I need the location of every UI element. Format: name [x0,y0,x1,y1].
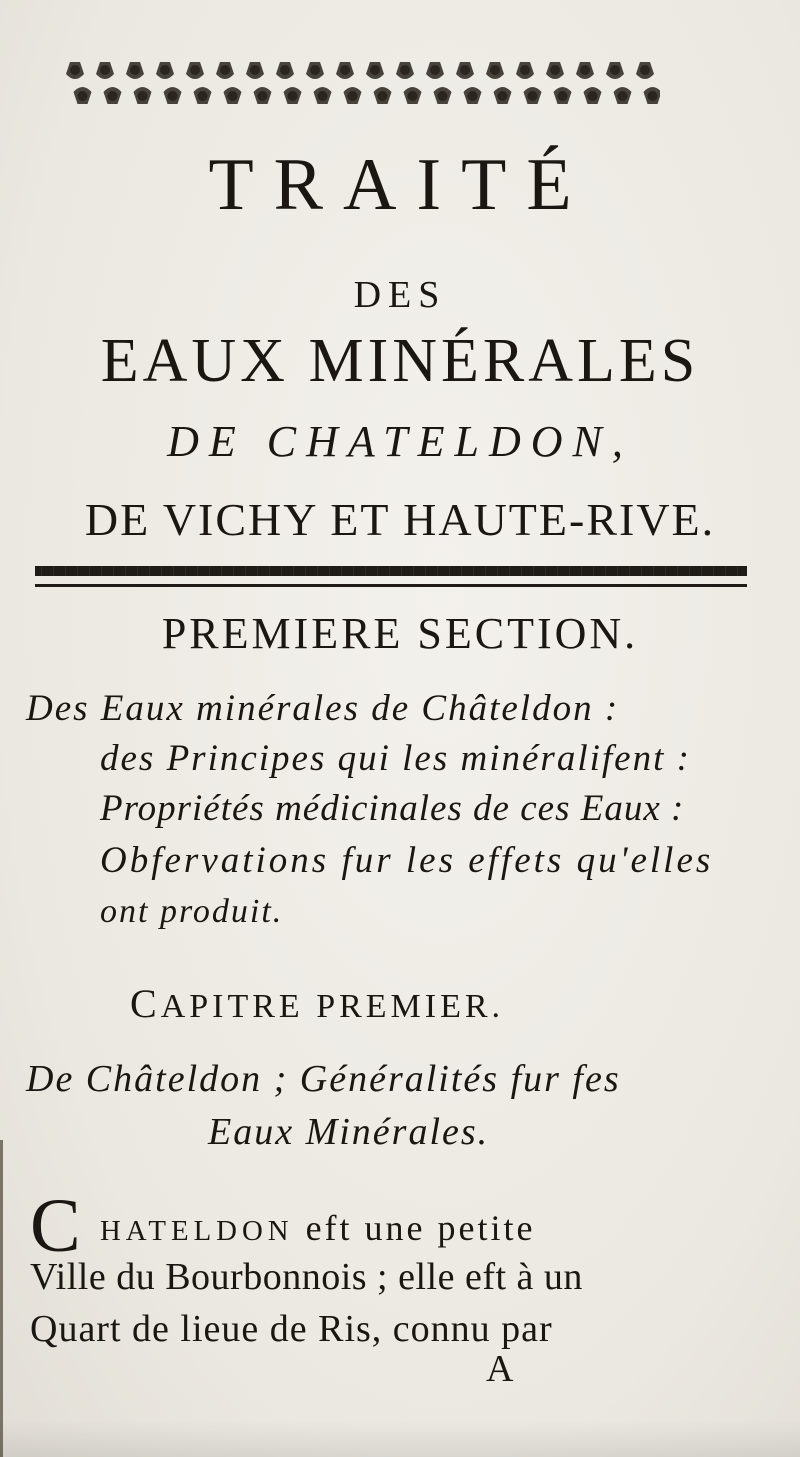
fleuron [336,62,354,79]
fleuron [486,62,504,79]
fleuron [494,87,512,104]
fleuron [516,62,534,79]
fleuron [306,62,324,79]
fleuron [464,87,482,104]
contents-line-5: ont produit. [100,893,284,930]
fleuron [636,62,654,79]
fleuron [164,87,182,104]
double-rule-thick [35,566,747,576]
catchword: A [486,1348,514,1390]
fleuron [74,87,92,104]
fleuron [276,62,294,79]
fleuron [434,87,452,104]
fleuron [104,87,122,104]
fleuron [246,62,264,79]
contents-line-1: Des Eaux minérales de Châteldon : [26,688,620,729]
fleuron [96,62,114,79]
fleuron-band-icon [60,52,660,114]
chapter-heading [130,981,505,1026]
contents-line-4: Obfervations fur les effets qu'elles [100,840,714,881]
fleuron [126,62,144,79]
body-line-1 [100,1210,535,1246]
fleuron [606,62,624,79]
fleuron [614,87,632,104]
drop-capital: C [30,1184,81,1268]
fleuron [134,87,152,104]
fleuron [284,87,302,104]
chapter-heading-rest: APITRE PREMIER. [160,988,505,1025]
fleuron [576,62,594,79]
fleuron [404,87,422,104]
bottom-shade [0,1420,800,1457]
fleuron [584,87,602,104]
fleuron [396,62,414,79]
fleuron [546,62,564,79]
fleuron [224,87,242,104]
body-line-2: Ville du Bourbonnois ; elle eft à un [30,1256,583,1298]
chapter-title-line-1: De Châteldon ; Généralités fur fes [26,1058,621,1100]
fleuron [314,87,332,104]
contents-line-3: Propriétés médicinales de ces Eaux : [100,788,685,829]
fleuron [366,62,384,79]
body-line-1-smallcaps: HATELDON [100,1215,294,1247]
contents-line-2: des Principes qui les minéralifent : [100,738,691,779]
fleuron [426,62,444,79]
fleuron [186,62,204,79]
fleuron [216,62,234,79]
title-traite: TRAITÉ [208,144,592,226]
chapter-title-line-2: Eaux Minérales. [208,1111,490,1153]
title-vichy-haute-rive: DE VICHY ET HAUTE-RIVE. [84,494,716,545]
fleuron [254,87,272,104]
fleuron [554,87,572,104]
double-rule-thin [35,584,747,587]
fleuron [374,87,392,104]
fleuron [456,62,474,79]
section-heading: PREMIERE SECTION. [161,609,639,658]
title-de-chateldon: DE CHATELDON, [167,417,633,466]
title-eaux-minerales: EAUX MINÉRALES [100,327,700,395]
fleuron [344,87,362,104]
body-line-1-rest: eft une petite [293,1208,536,1248]
fleuron [66,62,84,79]
body-line-3: Quart de lieue de Ris, connu par [30,1308,553,1350]
fleuron [194,87,212,104]
fleuron [156,62,174,79]
fleuron [524,87,542,104]
fleuron [644,87,661,104]
title-des: DES [353,274,447,316]
page-edge-shadow [0,1140,3,1457]
chapter-heading-cap: C [130,981,161,1026]
